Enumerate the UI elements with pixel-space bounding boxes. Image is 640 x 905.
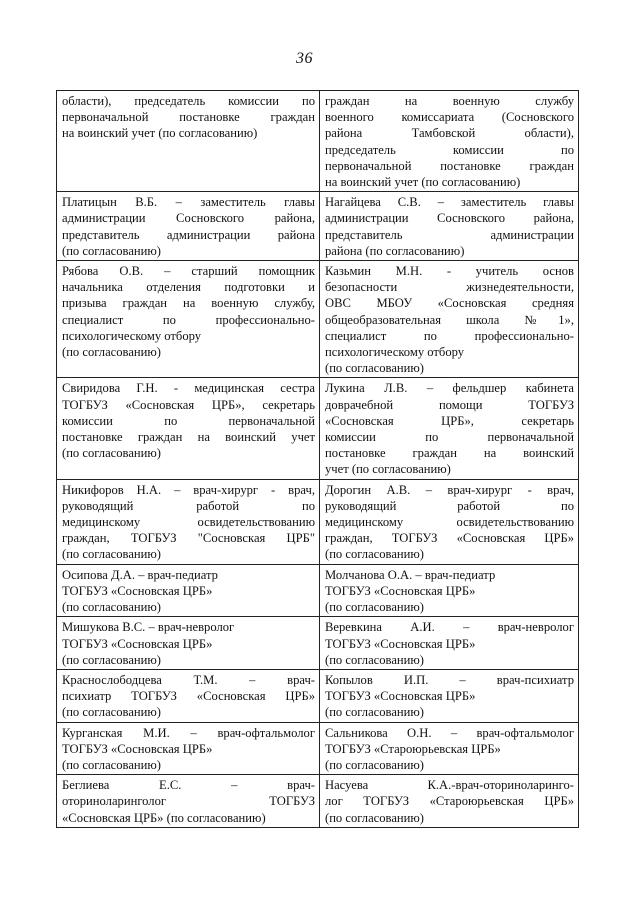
member-text-line: ТОГБУЗ «Сосновская ЦРБ», секретарь — [62, 397, 315, 412]
member-text-line: учет (по согласованию) — [325, 462, 451, 477]
member-text-line: призыва граждан на военную службу, — [62, 296, 315, 311]
member-cell-primary — [57, 261, 320, 378]
member-text-line: района (по согласованию) — [325, 243, 465, 258]
member-cell-alternate — [320, 669, 579, 722]
member-text-line: начальника отделения подготовки и — [62, 280, 315, 295]
member-text-line: Нагайцева С.В. – заместитель главы — [325, 195, 574, 210]
member-cell-primary — [57, 192, 320, 261]
member-text-line: первоначальной постановке граждан — [62, 110, 315, 125]
roster-row — [57, 192, 579, 261]
member-text-line: (по согласованию) — [325, 547, 425, 562]
member-cell-primary — [57, 479, 320, 564]
member-text-line: психиатр ТОГБУЗ «Сосновская ЦРБ» — [62, 689, 315, 704]
roster-row — [57, 669, 579, 722]
member-text-line: Осипова Д.А. – врач-педиатр — [62, 567, 218, 582]
page-number: 36 — [296, 50, 313, 67]
member-text-line: Беглиева Е.С. – врач- — [62, 778, 315, 793]
member-text-line: (по согласованию) — [62, 600, 162, 615]
member-cell-primary — [57, 669, 320, 722]
member-text-line: Копылов И.П. – врач-психиатр — [325, 672, 574, 687]
member-text-line: района Тамбовской области), — [325, 126, 574, 141]
member-text-line: Лукина Л.В. – фельдшер кабинета — [325, 381, 574, 396]
member-cell-primary — [57, 617, 320, 670]
member-text-line: оториноларинголог ТОГБУЗ — [62, 794, 315, 809]
member-text-line: специалист по профессионально- — [325, 328, 574, 343]
member-text-line: общеобразовательная школа №1», — [325, 312, 574, 327]
member-text-line: (по согласованию) — [62, 652, 162, 667]
member-text-line: военного комиссариата (Сосновского — [325, 110, 574, 125]
member-cell-alternate — [320, 261, 579, 378]
member-text-line: лог ТОГБУЗ «Староюрьевская ЦРБ» — [325, 794, 574, 809]
member-text-line: Краснослободцева Т.М. – врач- — [62, 672, 315, 687]
member-text-line: (по согласованию) — [62, 243, 162, 258]
member-cell-alternate — [320, 617, 579, 670]
member-text-line: Сальникова О.Н. – врач-офтальмолог — [325, 725, 574, 740]
member-cell-alternate — [320, 192, 579, 261]
member-text-line: (по согласованию) — [62, 757, 162, 772]
member-text-line: председатель комиссии по — [325, 142, 574, 157]
member-text-line: Насуева К.А.-врач-оториноларинго- — [325, 778, 574, 793]
member-text-line: администрации Сосновского района, — [325, 211, 574, 226]
member-text-line: руководящий работой по — [325, 498, 574, 513]
member-text-line: медицинскому освидетельствованию — [325, 515, 574, 530]
member-text-line: психологическому отбору — [325, 345, 465, 360]
roster-row — [57, 775, 579, 828]
roster-row — [57, 479, 579, 564]
roster-row — [57, 722, 579, 775]
member-text-line: доврачебной помощи ТОГБУЗ — [325, 397, 574, 412]
member-text-line: (по согласованию) — [62, 345, 162, 360]
commission-roster-table — [56, 90, 579, 828]
member-text-line: ТОГБУЗ «Сосновская ЦРБ» — [325, 583, 476, 598]
member-cell-alternate — [320, 775, 579, 828]
member-text-line: Веревкина А.И. – врач-невролог — [325, 620, 574, 635]
member-text-line: ТОГБУЗ «Сосновская ЦРБ» — [325, 689, 476, 704]
member-cell-alternate — [320, 479, 579, 564]
member-text-line: специалист по профессионально- — [62, 312, 315, 327]
member-text-line: Свиридова Г.Н. - медицинская сестра — [62, 381, 315, 396]
member-cell-primary — [57, 564, 320, 617]
member-text-line: постановке граждан на воинский учет — [62, 430, 315, 445]
member-text-line: медицинскому освидетельствованию — [62, 515, 315, 530]
member-text-line: граждан, ТОГБУЗ «Сосновская ЦРБ» — [325, 531, 574, 546]
roster-row — [57, 261, 579, 378]
member-text-line: администрации Сосновского района, — [62, 211, 315, 226]
roster-row — [57, 378, 579, 479]
member-text-line: комиссии по первоначальной — [325, 430, 574, 445]
member-text-line: «Сосновская ЦРБ», секретарь — [325, 413, 574, 428]
member-text-line: ТОГБУЗ «Сосновская ЦРБ» — [62, 583, 213, 598]
member-text-line: (по согласованию) — [325, 810, 425, 825]
member-cell-alternate — [320, 722, 579, 775]
member-text-line: безопасности жизнедеятельности, — [325, 280, 574, 295]
member-text-line: Никифоров Н.А. – врач-хирург - врач, — [62, 482, 315, 497]
roster-row — [57, 564, 579, 617]
member-text-line: Казьмин М.Н. - учитель основ — [325, 264, 574, 279]
member-text-line: первоначальной постановке граждан — [325, 158, 574, 173]
member-text-line: представитель администрации района — [62, 227, 315, 242]
member-text-line: ТОГБУЗ «Сосновская ЦРБ» — [62, 741, 213, 756]
member-text-line: Дорогин А.В. – врач-хирург - врач, — [325, 482, 574, 497]
member-text-line: представитель администрации — [325, 227, 574, 242]
member-text-line: (по согласованию) — [325, 361, 425, 376]
member-text-line: руководящий работой по — [62, 498, 315, 513]
member-cell-primary — [57, 722, 320, 775]
roster-row — [57, 91, 579, 192]
member-text-line: (по согласованию) — [62, 705, 162, 720]
member-text-line: комиссии по первоначальной — [62, 413, 315, 428]
member-text-line: (по согласованию) — [325, 652, 425, 667]
member-text-line: граждан на военную службу — [325, 94, 574, 108]
member-text-line: области), председатель комиссии по — [62, 94, 315, 108]
member-text-line: ОВС МБОУ «Сосновская средняя — [325, 296, 574, 311]
roster-row — [57, 617, 579, 670]
member-cell-alternate — [320, 564, 579, 617]
member-text-line: (по согласованию) — [325, 600, 425, 615]
member-text-line: на воинский учет (по согласованию) — [62, 126, 258, 141]
member-cell-alternate — [320, 91, 579, 192]
roster-body — [57, 91, 579, 828]
member-text-line: Молчанова О.А. – врач-педиатр — [325, 567, 496, 582]
member-text-line: «Сосновская ЦРБ» (по согласованию) — [62, 810, 266, 825]
member-text-line: (по согласованию) — [325, 757, 425, 772]
member-cell-primary — [57, 775, 320, 828]
member-text-line: граждан, ТОГБУЗ "Сосновская ЦРБ" — [62, 531, 315, 546]
member-text-line: ТОГБУЗ «Сосновская ЦРБ» — [62, 636, 213, 651]
member-text-line: Курганская М.И. – врач-офтальмолог — [62, 725, 315, 740]
member-text-line: Платицын В.Б. – заместитель главы — [62, 195, 315, 210]
member-text-line: постановке граждан на воинский — [325, 446, 574, 461]
member-text-line: ТОГБУЗ «Староюрьевская ЦРБ» — [325, 741, 501, 756]
member-text-line: на воинский учет (по согласованию) — [325, 175, 521, 190]
member-cell-alternate — [320, 378, 579, 479]
member-text-line: (по согласованию) — [62, 547, 162, 562]
member-cell-primary — [57, 378, 320, 479]
member-text-line: ТОГБУЗ «Сосновская ЦРБ» — [325, 636, 476, 651]
member-cell-primary — [57, 91, 320, 192]
member-text-line: Рябова О.В. – старший помощник — [62, 264, 315, 279]
member-text-line: психологическому отбору — [62, 328, 202, 343]
member-text-line: Мишукова В.С. – врач-невролог — [62, 620, 235, 635]
member-text-line: (по согласованию) — [62, 446, 162, 461]
member-text-line: (по согласованию) — [325, 705, 425, 720]
